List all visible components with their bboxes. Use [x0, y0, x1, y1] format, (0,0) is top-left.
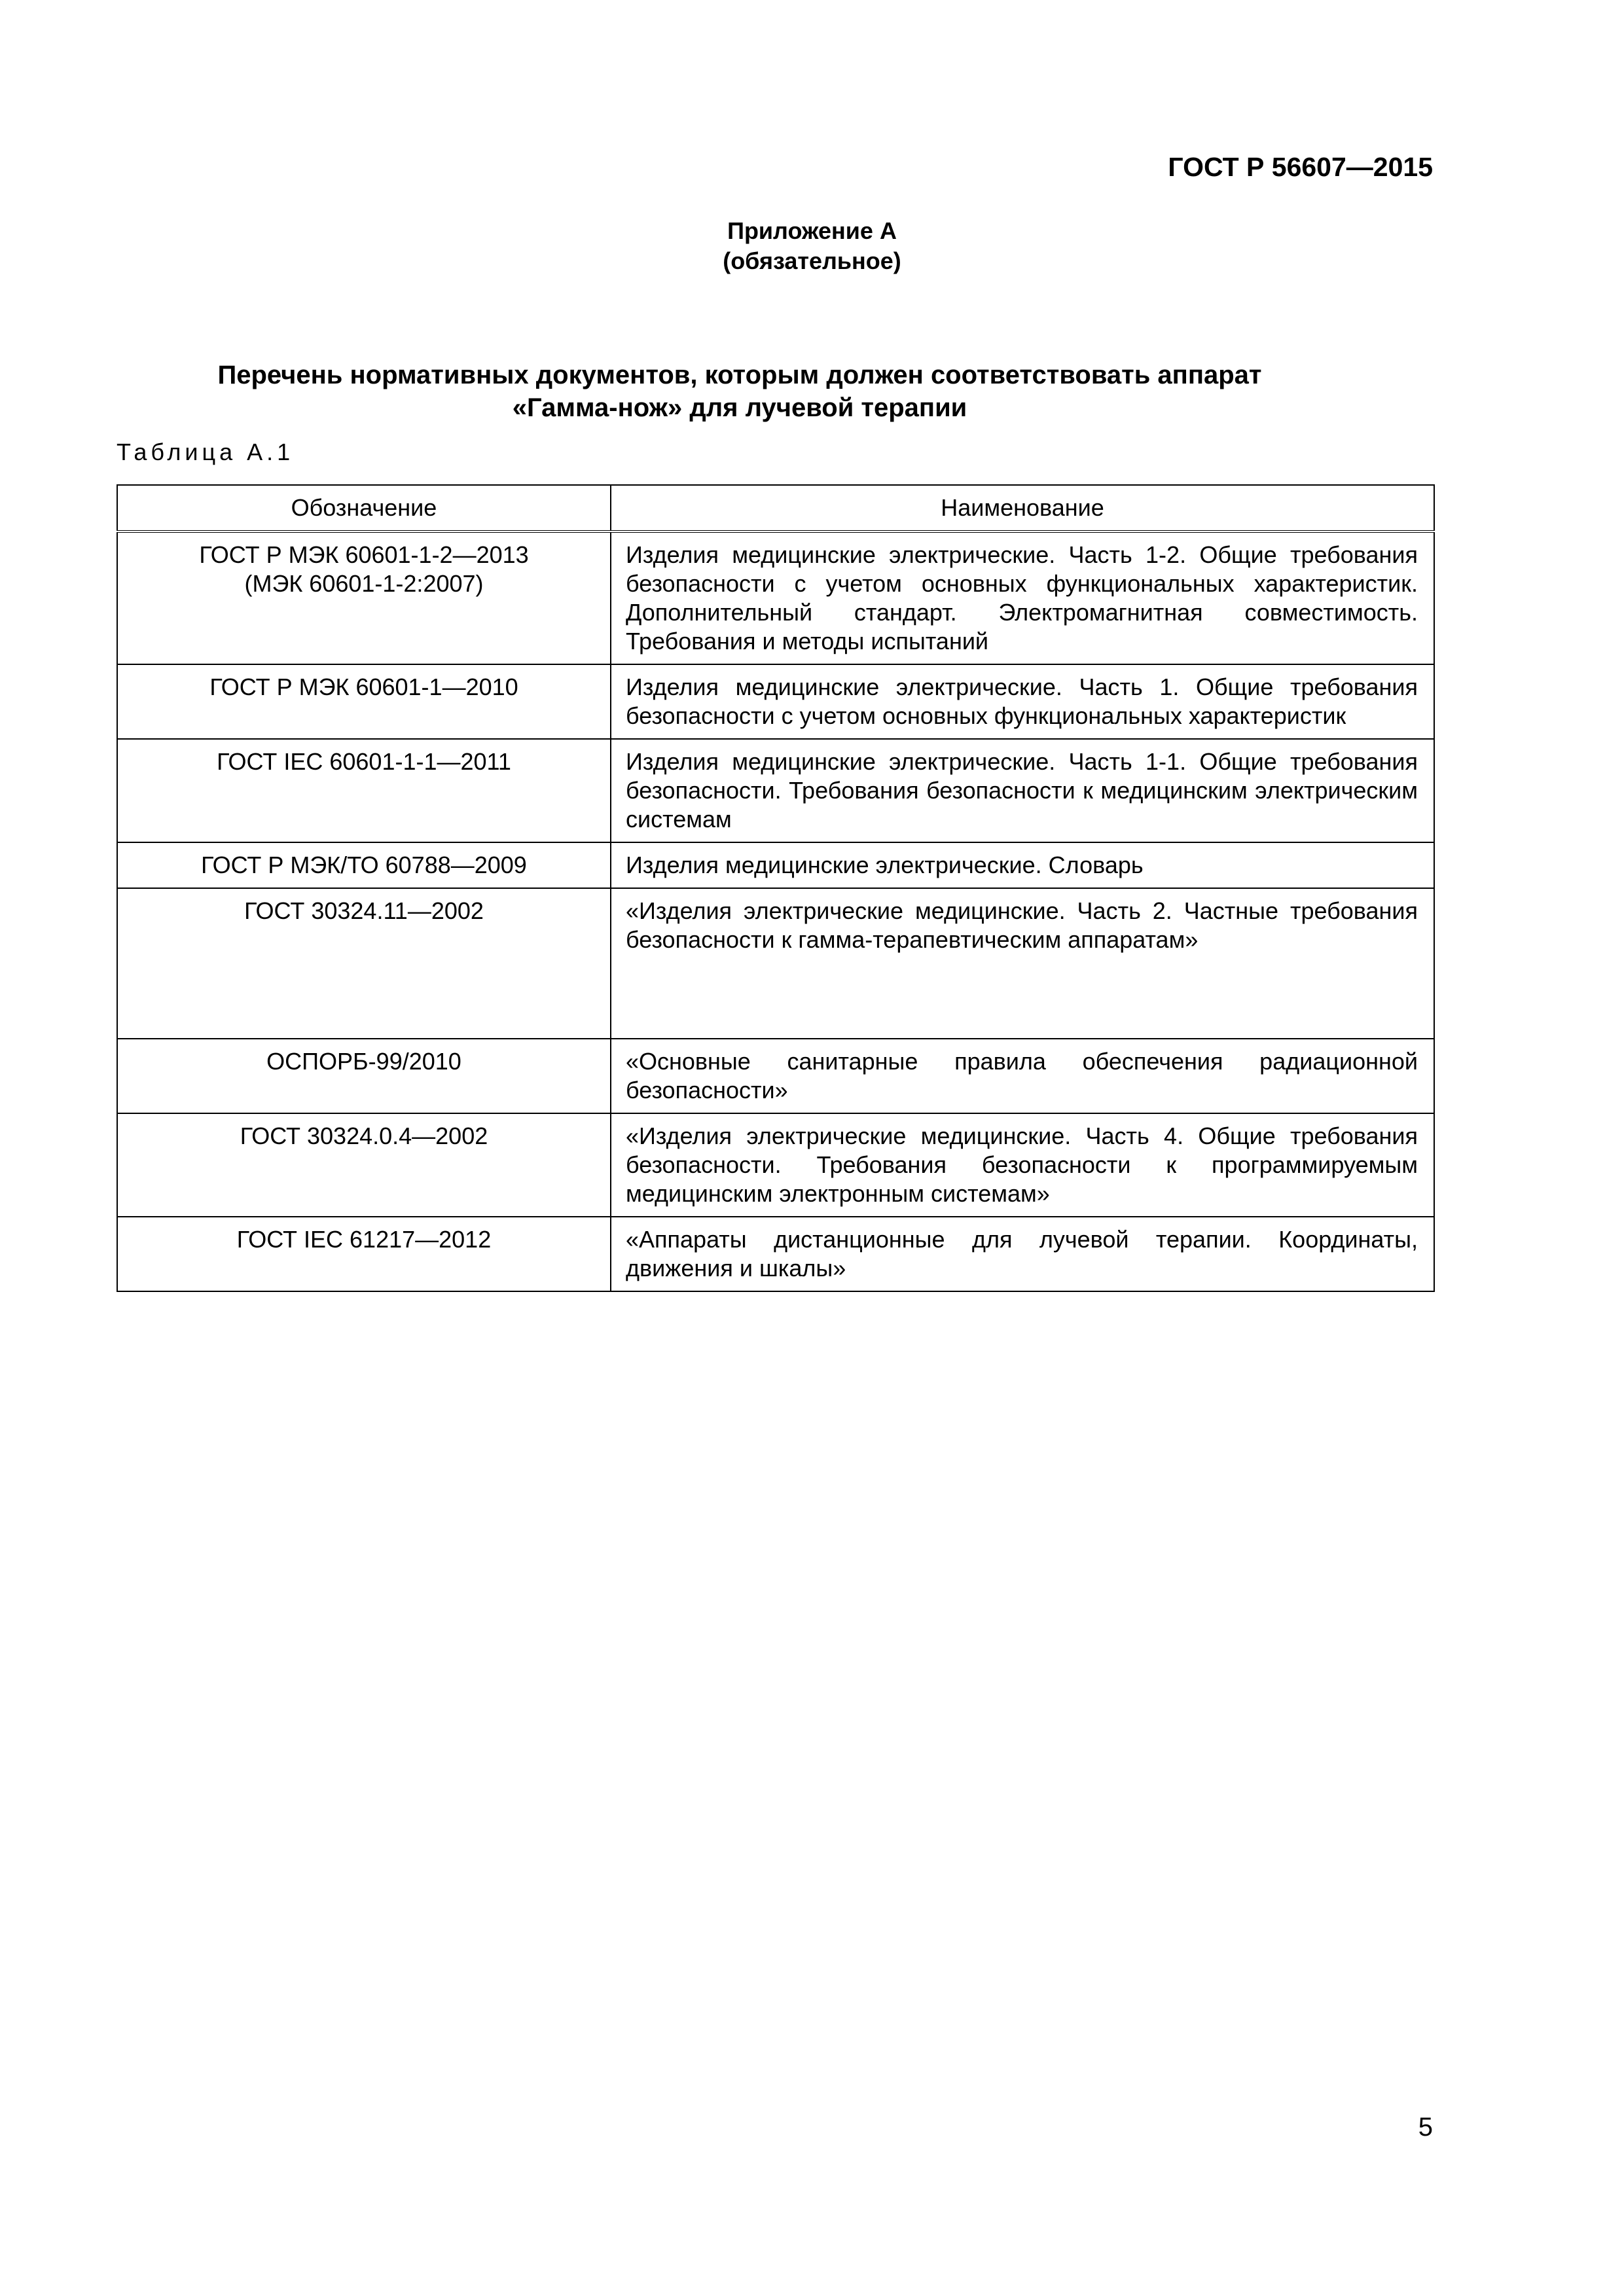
designation-cell: ГОСТ Р МЭК/ТО 60788—2009 — [117, 842, 611, 888]
table-row — [117, 739, 1434, 842]
standard-designation: ГОСТ Р 56607—2015 — [1168, 152, 1433, 182]
designation-cell: ГОСТ IEC 61217—2012 — [117, 1217, 611, 1291]
table-header-row — [117, 485, 1434, 531]
designation-code: ГОСТ Р МЭК 60601-1-2—2013 — [199, 541, 529, 568]
name-cell: Изделия медицинские электрические. Часть 1-2. Общие требования безопасности с учетом основных функциональных характеристик. Дополнительный стандарт. Электромагнитная совместимость. Требования и методы испытаний — [611, 531, 1434, 664]
table-row — [117, 531, 1434, 664]
name-cell: Изделия медицинские электрические. Часть 1. Общие требования безопасности с учетом основных функциональных характеристик — [611, 664, 1434, 739]
appendix-heading — [0, 216, 1624, 276]
name-cell: «Изделия электрические медицинские. Часть 4. Общие требования безопасности. Требования безопасности к программируемым медицинским электронным системам» — [611, 1113, 1434, 1217]
document-title-line-2: «Гамма-нож» для лучевой терапии — [512, 393, 967, 422]
table-row — [117, 842, 1434, 888]
name-cell: «Аппараты дистанционные для лучевой терапии. Координаты, движения и шкалы» — [611, 1217, 1434, 1291]
appendix-status: (обязательное) — [723, 247, 901, 274]
table-caption: Таблица А.1 — [117, 439, 295, 465]
designation-cell: ОСПОРБ-99/2010 — [117, 1039, 611, 1113]
column-header-designation: Обозначение — [117, 485, 611, 531]
table-row — [117, 1113, 1434, 1217]
document-title — [118, 359, 1362, 424]
designation-cell: ГОСТ 30324.11—2002 — [117, 888, 611, 1039]
column-header-name: Наименование — [611, 485, 1434, 531]
designation-cell: ГОСТ 30324.0.4—2002 — [117, 1113, 611, 1217]
appendix-title: Приложение А — [727, 217, 897, 244]
page-number: 5 — [1418, 2113, 1433, 2142]
document-title-line-1: Перечень нормативных документов, которым должен соответствовать аппарат — [217, 361, 1262, 389]
name-cell: «Изделия электрические медицинские. Часть 2. Частные требования безопасности к гамма-терапевтическим аппаратам» — [611, 888, 1434, 1039]
designation-cell — [117, 531, 611, 664]
designation-cell: ГОСТ Р МЭК 60601-1—2010 — [117, 664, 611, 739]
name-cell: Изделия медицинские электрические. Словарь — [611, 842, 1434, 888]
designation-cell: ГОСТ IEC 60601-1-1—2011 — [117, 739, 611, 842]
normative-documents-table — [117, 484, 1435, 1292]
table-row — [117, 1217, 1434, 1291]
name-cell: Изделия медицинские электрические. Часть 1-1. Общие требования безопасности. Требования безопасности к медицинским электрическим системам — [611, 739, 1434, 842]
table-row — [117, 664, 1434, 739]
name-cell: «Основные санитарные правила обеспечения радиационной безопасности» — [611, 1039, 1434, 1113]
designation-code-equivalent: (МЭК 60601-1-2:2007) — [244, 570, 484, 597]
table-row — [117, 1039, 1434, 1113]
table-row — [117, 888, 1434, 1039]
